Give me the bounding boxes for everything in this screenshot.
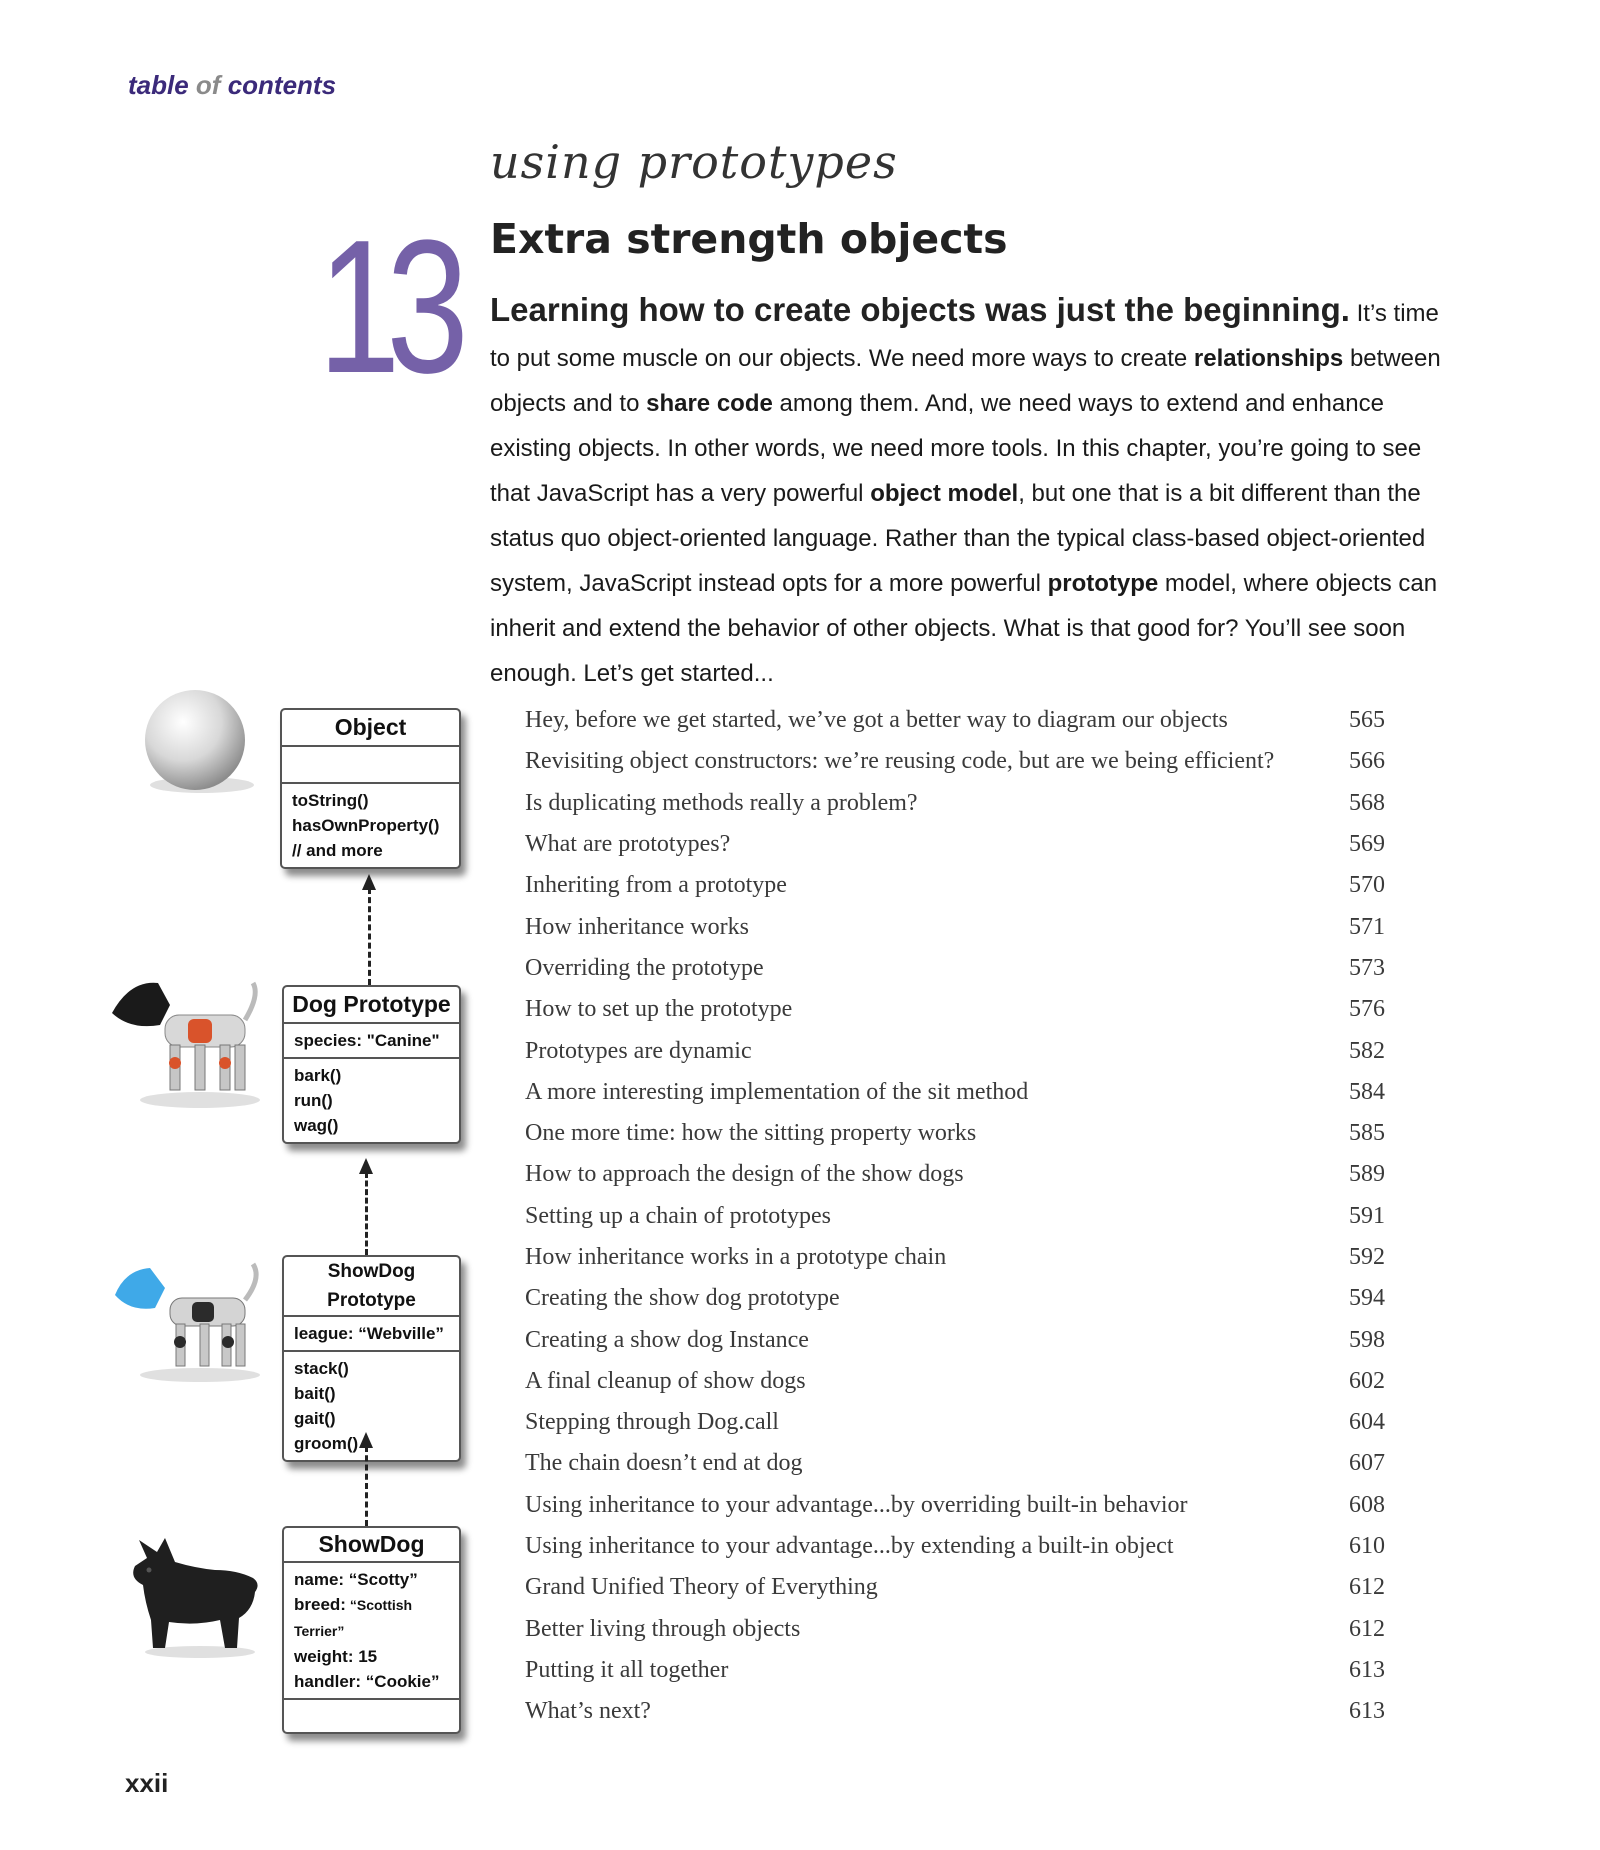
robot-showdog-image xyxy=(110,1260,270,1385)
toc-entry[interactable] xyxy=(525,865,1385,906)
uml-property xyxy=(294,1669,449,1694)
toc-entry-page: 612 xyxy=(1349,1615,1385,1642)
toc-entry-page: 573 xyxy=(1349,954,1385,981)
uml-method: gait() xyxy=(294,1409,336,1428)
toc-entry-title: Inheriting from a prototype xyxy=(525,872,787,899)
toc-entry-page: 582 xyxy=(1349,1037,1385,1064)
toc-entry[interactable] xyxy=(525,1691,1385,1732)
toc-entry-title: How inheritance works xyxy=(525,913,749,940)
page-number: xxii xyxy=(125,1768,169,1798)
toc-entry-title: How inheritance works in a prototype chain xyxy=(525,1244,947,1270)
toc-entry-title: Setting up a chain of prototypes xyxy=(525,1202,831,1229)
uml-method: stack() xyxy=(294,1359,349,1378)
toc-entry[interactable] xyxy=(525,1237,1385,1278)
uml-object-box xyxy=(280,708,461,869)
uml-object-methods xyxy=(282,784,459,867)
uml-property: league: “Webville” xyxy=(294,1324,444,1343)
toc-entry-page: 608 xyxy=(1349,1491,1385,1518)
toc-entry[interactable] xyxy=(525,1609,1385,1650)
toc-entry-page: 612 xyxy=(1349,1574,1385,1601)
toc-entry-title: Hey, before we get started, we’ve got a better way to diagram our objects xyxy=(525,707,1228,734)
robot-dog-image xyxy=(110,975,270,1110)
uml-showdog-title: ShowDog xyxy=(284,1528,459,1563)
toc-entry[interactable] xyxy=(525,1443,1385,1484)
running-head xyxy=(128,70,336,101)
inheritance-arrow-line xyxy=(365,1172,368,1255)
uml-dog-prototype-props xyxy=(284,1024,459,1059)
toc-entry[interactable] xyxy=(525,1278,1385,1319)
scottish-terrier-image xyxy=(125,1530,265,1660)
uml-showdog-methods xyxy=(284,1700,459,1732)
chapter-number: 13 xyxy=(318,201,455,413)
toc-entry-title: Prototypes are dynamic xyxy=(525,1037,752,1064)
running-head-of: of xyxy=(195,70,221,100)
toc-entry-title: Using inheritance to your advantage...by extending a built-in object xyxy=(525,1533,1174,1560)
uml-dog-prototype-methods xyxy=(284,1059,459,1142)
toc-entry-page: 576 xyxy=(1349,996,1385,1023)
toc-entry-page: 584 xyxy=(1349,1078,1385,1105)
toc-entry[interactable] xyxy=(525,783,1385,824)
uml-method: bait() xyxy=(294,1384,336,1403)
toc-entry[interactable] xyxy=(525,1485,1385,1526)
toc-entry[interactable] xyxy=(525,1030,1385,1071)
toc-entry-title: What are prototypes? xyxy=(525,831,731,858)
uml-method: groom() xyxy=(294,1434,359,1453)
toc-entry-page: 569 xyxy=(1349,831,1385,858)
toc-entry[interactable] xyxy=(525,1319,1385,1360)
toc-entry[interactable] xyxy=(525,1526,1385,1567)
toc-entry-page: 571 xyxy=(1349,913,1385,940)
uml-method: wag() xyxy=(294,1116,339,1135)
toc-entry[interactable] xyxy=(525,906,1385,947)
toc-entry-page: 566 xyxy=(1349,748,1385,775)
toc-entry[interactable] xyxy=(525,989,1385,1030)
toc-entry-page: 570 xyxy=(1349,872,1385,899)
toc-entry[interactable] xyxy=(525,1567,1385,1608)
uml-property-key: name: xyxy=(294,1570,345,1589)
toc-entry-title: Better living through objects xyxy=(525,1615,801,1642)
intro-text: among them. And, we need ways to extend and enhance existing objects. In other words, we need more tools. In this chapter, you’re going to see that JavaScript has a very powerful xyxy=(490,390,1422,507)
toc-entry-title: Creating the show dog prototype xyxy=(525,1285,840,1312)
toc-entry-page: 598 xyxy=(1349,1326,1385,1353)
uml-property: species: "Canine" xyxy=(294,1031,440,1050)
sphere-image xyxy=(140,685,260,805)
toc-entry[interactable] xyxy=(525,1196,1385,1237)
toc-entry-title: The chain doesn’t end at dog xyxy=(525,1450,803,1477)
uml-dog-prototype-box xyxy=(282,985,461,1144)
uml-property-value: “Scottish Terrier” xyxy=(294,1597,413,1639)
uml-property xyxy=(294,1567,449,1592)
uml-property-key: weight: xyxy=(294,1647,354,1666)
toc-entry[interactable] xyxy=(525,824,1385,865)
inheritance-arrow-line xyxy=(365,1446,368,1526)
toc-entry-page: 585 xyxy=(1349,1120,1385,1147)
uml-property xyxy=(294,1592,449,1644)
toc-entry[interactable] xyxy=(525,1113,1385,1154)
uml-method: // and more xyxy=(292,841,383,860)
toc-entry[interactable] xyxy=(525,1154,1385,1195)
toc-entry[interactable] xyxy=(525,1072,1385,1113)
uml-showdog-box xyxy=(282,1526,461,1734)
intro-text: , but one that is a bit different than the status quo object-oriented language. Rather than the typical class-based object-oriented system, JavaScript instead opts for a more powerful xyxy=(490,480,1426,597)
toc-entry[interactable] xyxy=(525,1650,1385,1691)
toc-entry-title: Grand Unified Theory of Everything xyxy=(525,1574,878,1601)
uml-showdog-prototype-box xyxy=(282,1255,461,1462)
toc-entry[interactable] xyxy=(525,741,1385,782)
running-head-contents: contents xyxy=(227,70,337,100)
intro-text: model, where objects can inherit and extend the behavior of other objects. What is that good for? You’ll see soon enough. Let’s get started... xyxy=(490,570,1438,687)
toc-entry-page: 565 xyxy=(1349,707,1385,734)
uml-property-value: “Cookie” xyxy=(361,1672,440,1691)
uml-showdog-prototype-title: ShowDog Prototype xyxy=(284,1257,459,1317)
toc-entry-page: 613 xyxy=(1349,1656,1385,1683)
uml-property-value: “Scotty” xyxy=(344,1570,418,1589)
toc-entry-title: Using inheritance to your advantage...by overriding built-in behavior xyxy=(525,1491,1188,1518)
toc-entry-title: Overriding the prototype xyxy=(525,954,764,981)
inheritance-arrow-line xyxy=(368,888,371,985)
toc-entry-title: A final cleanup of show dogs xyxy=(525,1367,806,1394)
toc-entry-page: 602 xyxy=(1349,1367,1385,1394)
toc-entry-page: 592 xyxy=(1349,1244,1385,1270)
uml-object-props xyxy=(282,747,459,784)
intro-bold: object model xyxy=(870,480,1019,507)
uml-property-key: breed: xyxy=(294,1595,346,1614)
uml-object-title: Object xyxy=(282,710,459,747)
uml-method: toString() xyxy=(292,791,369,810)
toc-entry[interactable] xyxy=(525,948,1385,989)
uml-method: run() xyxy=(294,1091,333,1110)
toc-entry-title: Creating a show dog Instance xyxy=(525,1326,809,1353)
toc-entry[interactable] xyxy=(525,1361,1385,1402)
toc-entry-page: 610 xyxy=(1349,1533,1385,1560)
toc-entry-title: How to set up the prototype xyxy=(525,996,793,1023)
chapter-intro xyxy=(490,287,1450,696)
intro-lead: Learning how to create objects was just the beginning. xyxy=(490,291,1350,328)
chapter-subtitle: using prototypes xyxy=(490,135,898,189)
toc-entry-page: 594 xyxy=(1349,1285,1385,1312)
toc-entry-page: 568 xyxy=(1349,789,1385,816)
toc-entry-page: 589 xyxy=(1349,1161,1385,1188)
toc-entry[interactable] xyxy=(525,700,1385,741)
uml-dog-prototype-title: Dog Prototype xyxy=(284,987,459,1024)
intro-bold: relationships xyxy=(1193,345,1344,372)
toc-entry-page: 613 xyxy=(1349,1698,1385,1725)
toc-entry-title: One more time: how the sitting property works xyxy=(525,1120,977,1147)
toc-list xyxy=(525,700,1385,1732)
uml-property-value: 15 xyxy=(353,1647,378,1666)
toc-entry-page: 607 xyxy=(1349,1450,1385,1477)
toc-entry[interactable] xyxy=(525,1402,1385,1443)
intro-text: between objects and to xyxy=(490,345,1441,417)
toc-entry-title: Is duplicating methods really a problem? xyxy=(525,789,918,816)
intro-bold: prototype xyxy=(1047,570,1159,597)
intro-bold: share code xyxy=(646,390,773,417)
toc-entry-page: 591 xyxy=(1349,1202,1385,1229)
chapter-title: Extra strength objects xyxy=(490,215,1008,263)
toc-entry-page: 604 xyxy=(1349,1409,1385,1436)
toc-entry-title: Revisiting object constructors: we’re reusing code, but are we being efficient? xyxy=(525,748,1275,775)
running-head-table: table xyxy=(128,70,189,100)
uml-showdog-props xyxy=(284,1563,459,1700)
toc-entry-title: Putting it all together xyxy=(525,1656,729,1683)
uml-property-key: handler: xyxy=(294,1672,362,1691)
uml-showdog-prototype-props xyxy=(284,1317,459,1352)
intro-text: It’s time to put some muscle on our objects. We need more ways to create xyxy=(490,300,1439,372)
uml-property xyxy=(294,1644,449,1669)
uml-method: bark() xyxy=(294,1066,342,1085)
toc-entry-title: A more interesting implementation of the sit method xyxy=(525,1078,1029,1105)
uml-method: hasOwnProperty() xyxy=(292,816,440,835)
toc-entry-title: Stepping through Dog.call xyxy=(525,1409,779,1436)
toc-entry-title: What’s next? xyxy=(525,1698,651,1725)
toc-entry-title: How to approach the design of the show dogs xyxy=(525,1161,964,1188)
